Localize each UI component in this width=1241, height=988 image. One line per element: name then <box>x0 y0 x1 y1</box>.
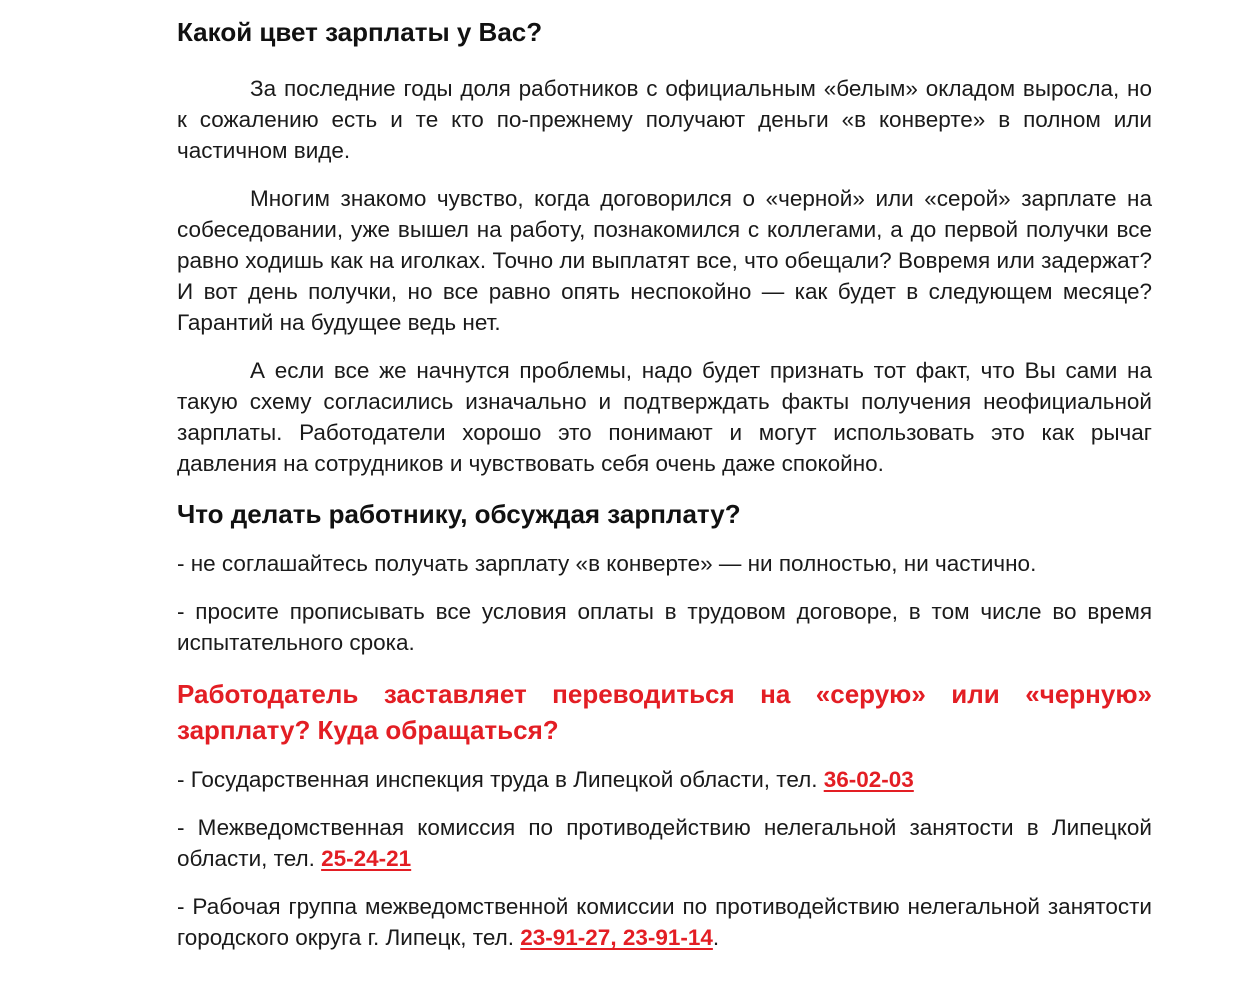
heading-where-to-apply: Работодатель заставляет переводиться на «серую» или «черную» зарплату? Куда обращаться? <box>177 679 1152 745</box>
contact-item-interagency-commission <box>177 812 1152 874</box>
intro-paragraph-3: А если все же начнутся проблемы, надо будет признать тот факт, что Вы сами на такую схему согласились изначально и подтверждать факты получения неофициальной зарплаты. Работодатели хорошо это понимают и могут использовать это как рычаг давления на сотрудников и чувствовать себя очень даже спокойно. <box>177 358 1152 476</box>
intro-paragraph-1: За последние годы доля работников с официальным «белым» окладом выросла, но к сожалению есть и те кто по-прежнему получают деньги «в конверте» в полном или частичном виде. <box>177 76 1152 163</box>
advice-item-1: - не соглашайтесь получать зарплату «в конверте» — ни полностью, ни частично. <box>177 551 1037 576</box>
phone-link-working-group[interactable]: 23-91-27, 23-91-14 <box>520 925 713 950</box>
contact-text: - Межведомственная комиссия по противодействию нелегальной занятости в Липецкой области, тел. <box>177 815 1152 871</box>
contact-item-working-group <box>177 891 1152 953</box>
contact-suffix: . <box>712 925 720 950</box>
phone-link-labor-inspection[interactable]: 36-02-03 <box>823 767 914 792</box>
contact-text: - Государственная инспекция труда в Липецкой области, тел. <box>177 767 824 792</box>
document-content <box>177 10 1152 953</box>
intro-paragraph-2: Многим знакомо чувство, когда договорился о «черной» или «серой» зарплате на собеседовании, уже вышел на работу, познакомился с коллегами, а до первой получки все равно ходишь как на иголках. Точно ли выплатят все, что обещали? Вовремя или задержат? И вот день получки, но все равно опять неспокойно — как будет в следующем месяце? Гарантий на будущее ведь нет. <box>177 186 1152 335</box>
contact-text: - Рабочая группа межведомственной комиссии по противодействию нелегальной занятости городского округа г. Липецк, тел. <box>177 894 1152 950</box>
heading-what-to-do: Что делать работнику, обсуждая зарплату? <box>177 499 741 529</box>
heading-salary-color: Какой цвет зарплаты у Вас? <box>177 17 543 47</box>
phone-link-interagency-commission[interactable]: 25-24-21 <box>321 846 412 871</box>
contact-item-labor-inspection <box>177 764 1152 795</box>
advice-item-2: - просите прописывать все условия оплаты в трудовом договоре, в том числе во время испытательного срока. <box>177 599 1152 655</box>
